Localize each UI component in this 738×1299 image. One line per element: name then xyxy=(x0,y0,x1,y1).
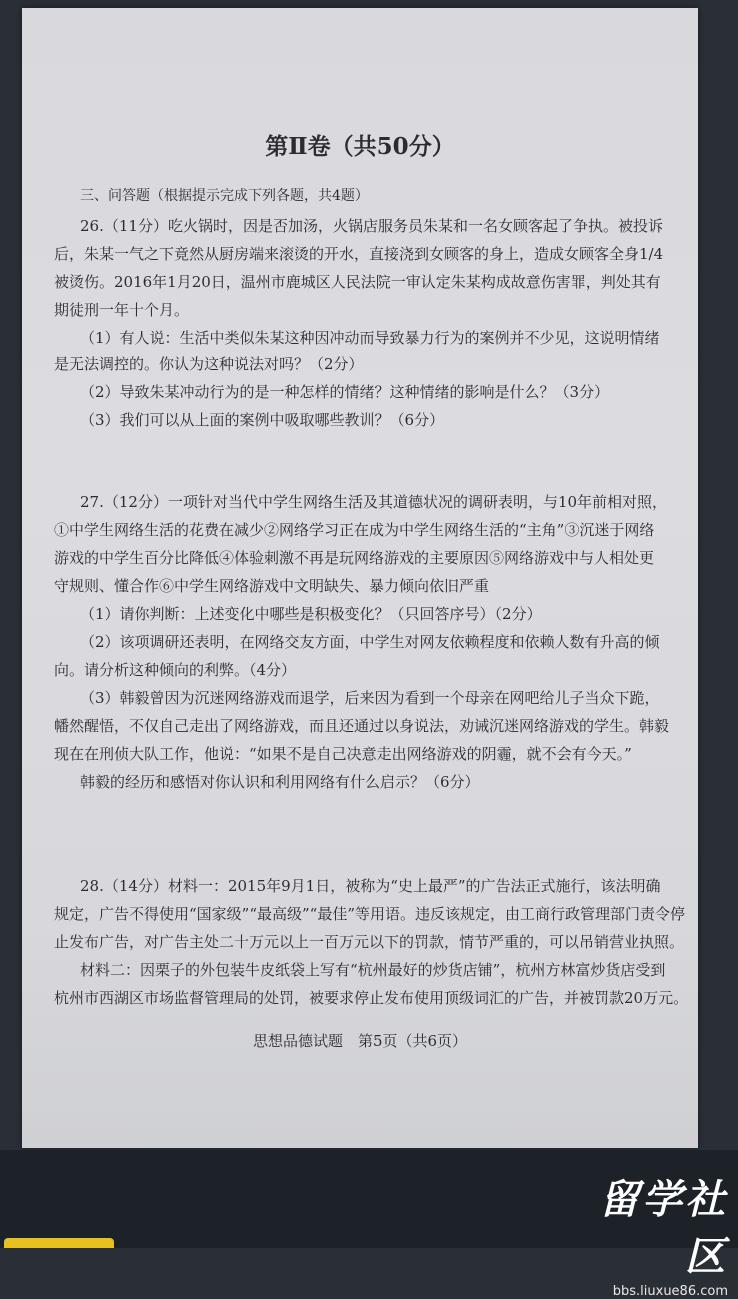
q27-sub2-a: （2）该项调研还表明，在网络交友方面，中学生对网友依赖程度和依赖人数有升高的倾 xyxy=(80,633,660,651)
q26-sub1-b: 是无法调控的。你认为这种说法对吗？（2分） xyxy=(54,355,364,373)
q28-line-1: 28.（14分）材料一：2015年9月1日，被称为“史上最严”的广告法正式施行，该法明确 xyxy=(80,877,661,895)
q26-sub1-a: （1）有人说：生活中类似朱某这种因冲动而导致暴力行为的案例并不少见，这说明情绪 xyxy=(80,329,660,347)
q26-line-4: 期徒刑一年十个月。 xyxy=(54,301,190,319)
q28-line-5: 杭州市西湖区市场监督管理局的处罚，被要求停止发布使用顶级词汇的广告，并被罚款20万元。 xyxy=(54,989,689,1007)
q28-line-4: 材料二：因栗子的外包装牛皮纸袋上写有“杭州最好的炒货店铺”，杭州方林富炒货店受到 xyxy=(80,961,666,979)
q26-line-1: 26.（11分）吃火锅时，因是否加汤，火锅店服务员朱某和一名女顾客起了争执。被投诉 xyxy=(80,217,663,235)
section-heading: 三、问答题（根据提示完成下列各题，共4题） xyxy=(80,188,369,204)
q27-line-1: 27.（12分）一项针对当代中学生网络生活及其道德状况的调研表明，与10年前相对照， xyxy=(80,493,668,511)
q27-sub3-line-2: 幡然醒悟，不仅自己走出了网络游戏，而且还通过以身说法，劝诫沉迷网络游戏的学生。韩毅 xyxy=(54,717,670,735)
q27-sub2-b: 向。请分析这种倾向的利弊。（4分） xyxy=(54,661,297,679)
q27-sub3-line-3: 现在在刑侦大队工作，他说：“如果不是自己决意走出网络游戏的阴霾，就不会有今天。” xyxy=(54,745,632,763)
q28-line-2: 规定，广告不得使用“国家级”“最高级”“最佳”等用语。违反该规定，由工商行政管理部门责令停 xyxy=(54,905,686,923)
page-footer: 思想品德试题 第5页（共6页） xyxy=(252,1032,468,1050)
q27-line-2: ①中学生网络生活的花费在减少②网络学习正在成为中学生网络生活的“主角”③沉迷于网络 xyxy=(54,521,655,539)
q27-sub1: （1）请你判断：上述变化中哪些是积极变化？（只回答序号）（2分） xyxy=(80,605,542,623)
site-watermark xyxy=(568,1168,728,1299)
q26-line-3: 被烫伤。2016年1月20日，温州市鹿城区人民法院一审认定朱某构成故意伤害罪，判处其有 xyxy=(54,273,661,291)
q28-line-3: 止发布广告，对广告主处二十万元以上一百万元以下的罚款，情节严重的，可以吊销营业执照。 xyxy=(54,933,685,951)
corner-badge xyxy=(4,1238,114,1248)
q26-line-2: 后，朱某一气之下竟然从厨房端来滚烫的开水，直接浇到女顾客的身上，造成女顾客全身1/4 xyxy=(54,245,664,263)
exam-page xyxy=(22,8,698,1148)
watermark-logo: 留学社区 xyxy=(599,1177,728,1280)
q27-sub3-question: 韩毅的经历和感悟对你认识和利用网络有什么启示？（6分） xyxy=(80,773,480,791)
q26-sub3: （3）我们可以从上面的案例中吸取哪些教训？（6分） xyxy=(80,411,445,429)
q27-line-3: 游戏的中学生百分比降低④体验刺激不再是玩网络游戏的主要原因⑤网络游戏中与人相处更 xyxy=(54,549,655,567)
watermark-url: bbs.liuxue86.com xyxy=(612,1284,728,1299)
q27-sub3-line-1: （3）韩毅曾因为沉迷网络游戏而退学，后来因为看到一个母亲在网吧给儿子当众下跪， xyxy=(80,689,660,707)
q27-line-4: 守规则、懂合作⑥中学生网络游戏中文明缺失、暴力倾向依旧严重 xyxy=(54,577,490,595)
q26-sub2: （2）导致朱某冲动行为的是一种怎样的情绪？这种情绪的影响是什么？（3分） xyxy=(80,383,610,401)
paper-title: 第Ⅱ卷（共50分） xyxy=(265,133,455,160)
